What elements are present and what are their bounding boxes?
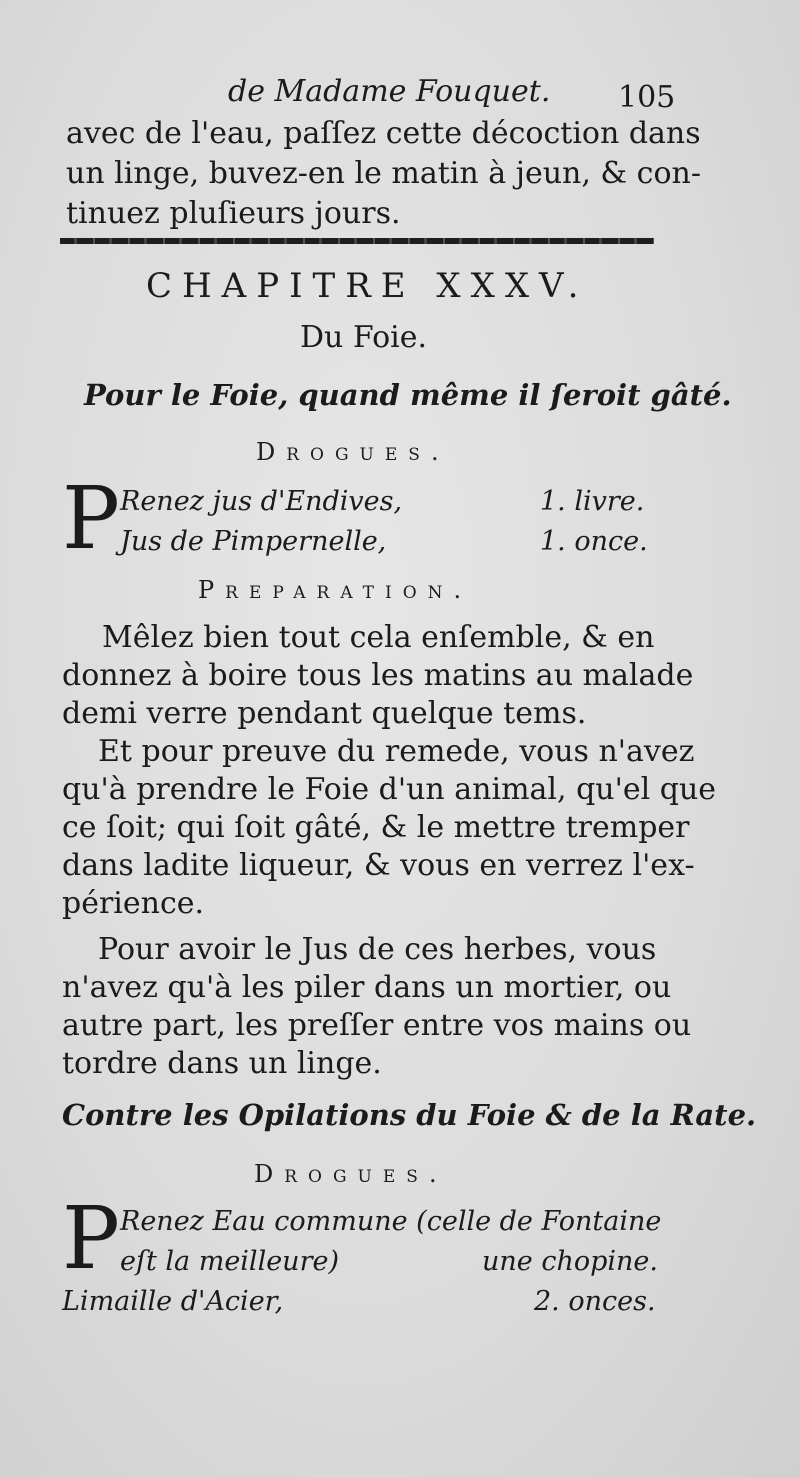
text-line: Pour avoir le Jus de ces herbes, vous [98,932,657,967]
ornamental-rule [60,238,654,244]
text-line: avec de l'eau, paſſez cette décoction dans [66,116,701,151]
chapter-subtitle: Du Foie. [300,320,428,355]
text-line: n'avez qu'à les piler dans un mortier, ou [62,970,672,1005]
text-line: demi verre pendant quelque tems. [62,696,587,731]
ingredient-qty: une chopine. [482,1246,658,1277]
ingredient-name: Jus de Pimpernelle, [120,526,387,557]
ingredient-qty: 1. once. [540,526,648,557]
text-line: donnez à boire tous les matins au malade [62,658,694,693]
text-line: ce ſoit; qui ſoit gâté, & le mettre tremper [62,810,690,845]
ingredient-line: eſt la meilleure) [120,1246,339,1277]
text-line: périence. [62,886,205,921]
drugs-heading: Drogues. [254,1160,448,1188]
page-number: 105 [618,80,676,115]
ingredient-qty: 1. livre. [540,486,645,517]
text-line: dans ladite liqueur, & vous en verrez l'ex- [62,848,695,883]
text-line: Mêlez bien tout cela enſemble, & en [102,620,655,655]
ingredient-line: Limaille d'Acier, [62,1286,284,1317]
text-line: tinuez pluſieurs jours. [66,196,401,231]
text-line: qu'à prendre le Foie d'un animal, qu'el que [62,772,717,807]
text-line: tordre dans un linge. [62,1046,382,1081]
text-line: autre part, les preſſer entre vos mains ou [62,1008,692,1043]
chapter-title: CHAPITRE XXXV. [146,266,589,306]
drop-cap: P [62,1189,120,1289]
drop-cap: P [62,469,120,569]
text-line: Et pour preuve du remede, vous n'avez [98,734,695,769]
recipe-heading: Contre les Opilations du Foie & de la Rate. [62,1098,757,1132]
recipe-heading: Pour le Foie, quand même il ſeroit gâté. [84,378,732,412]
drugs-heading: Drogues. [256,438,450,466]
running-head: de Madame Fouquet. [228,74,551,109]
ingredient-qty: 2. onces. [534,1286,656,1317]
preparation-heading: Preparation. [198,576,473,604]
text-line: un linge, buvez-en le matin à jeun, & con- [66,156,701,191]
ingredient-line: Renez Eau commune (celle de Fontaine [120,1206,662,1237]
ingredient-name: Renez jus d'Endives, [120,486,403,517]
